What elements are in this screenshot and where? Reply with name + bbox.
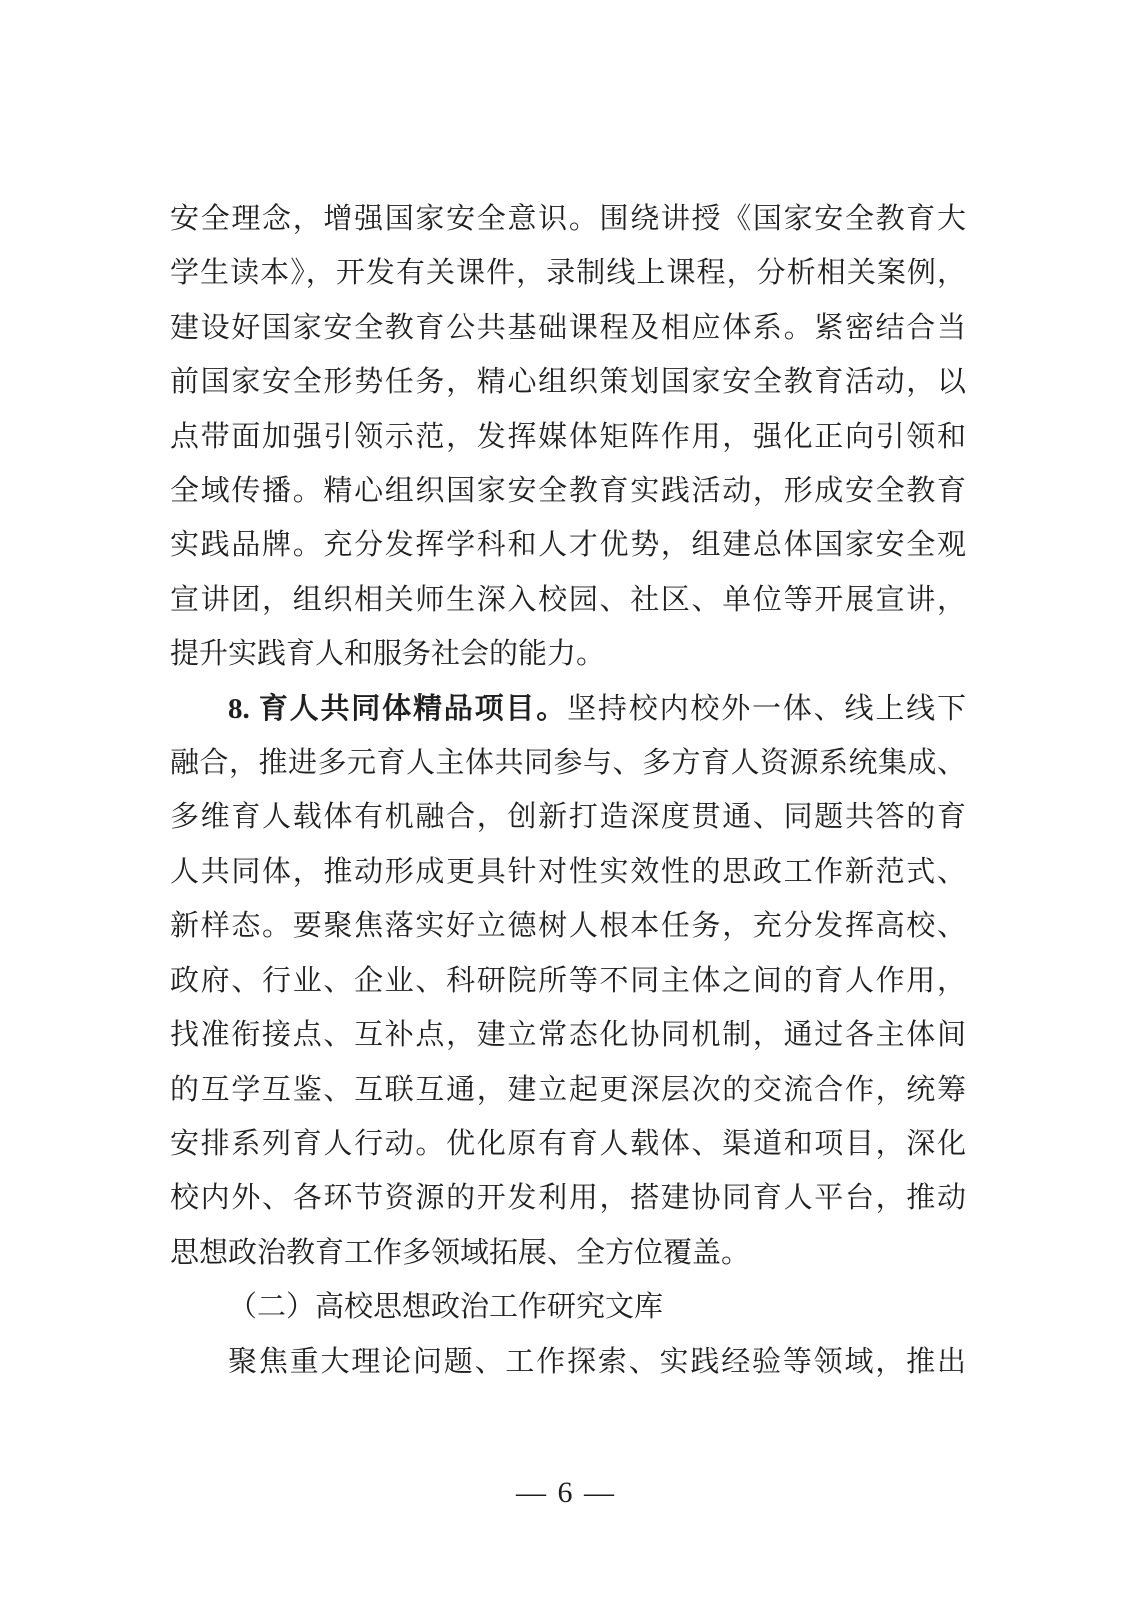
text-line: 建设好国家安全教育公共基础课程及相应体系。紧密结合当 [170,311,966,344]
text-line: 的互学互鉴、互联互通，建立起更深层次的交流合作，统筹 [170,1073,966,1106]
text-line: 实践品牌。充分发挥学科和人才优势，组建总体国家安全观 [170,529,966,562]
text-line: 融合，推进多元育人主体共同参与、多方育人资源系统集成、 [170,747,966,780]
item-body-start: 坚持校内校外一体、线上线下 [567,692,966,725]
text-line: 找准衔接点、互补点，建立常态化协同机制，通过各主体间 [170,1019,966,1052]
text-line: 校内外、各环节资源的开发利用，搭建协同育人平台，推动 [170,1182,966,1215]
text-line: 全域传播。精心组织国家安全教育实践活动，形成安全教育 [170,475,966,508]
text-line: 多维育人载体有机融合，创新打造深度贯通、同题共答的育 [170,801,966,834]
text-line: 前国家安全形势任务，精心组织策划国家安全教育活动，以 [170,366,966,399]
text-line: 安全理念，增强国家安全意识。围绕讲授《国家安全教育大 [170,203,966,235]
text-line: 安排系列育人行动。优化原有育人载体、渠道和项目，深化 [170,1127,966,1160]
text-line: 宣讲团，组织相关师生深入校园、社区、单位等开展宣讲， [170,583,966,616]
section-heading: （二）高校思想政治工作研究文库 [228,1291,664,1324]
numbered-item-line [170,682,966,736]
page-number: — 6 — [516,1476,616,1509]
text-line: 点带面加强引领示范，发挥媒体矩阵作用，强化正向引领和 [170,420,966,453]
text-line: 学生读本》，开发有关课件，录制线上课程，分析相关案例， [170,257,966,290]
item-heading-bold: 8. 育人共同体精品项目。 [228,692,568,725]
text-line: 聚焦重大理论问题、工作探索、实践经验等领域，推出 [228,1345,966,1378]
text-line: 提升实践育人和服务社会的能力。 [170,638,606,671]
document-body [170,192,966,1389]
text-line: 思想政治教育工作多领域拓展、全方位覆盖。 [170,1236,751,1269]
text-line: 新样态。要聚焦落实好立德树人根本任务，充分发挥高校、 [170,910,966,943]
text-line: 政府、行业、企业、科研院所等不同主体之间的育人作用， [170,964,966,997]
text-line: 人共同体，推动形成更具针对性实效性的思政工作新范式、 [170,855,966,888]
